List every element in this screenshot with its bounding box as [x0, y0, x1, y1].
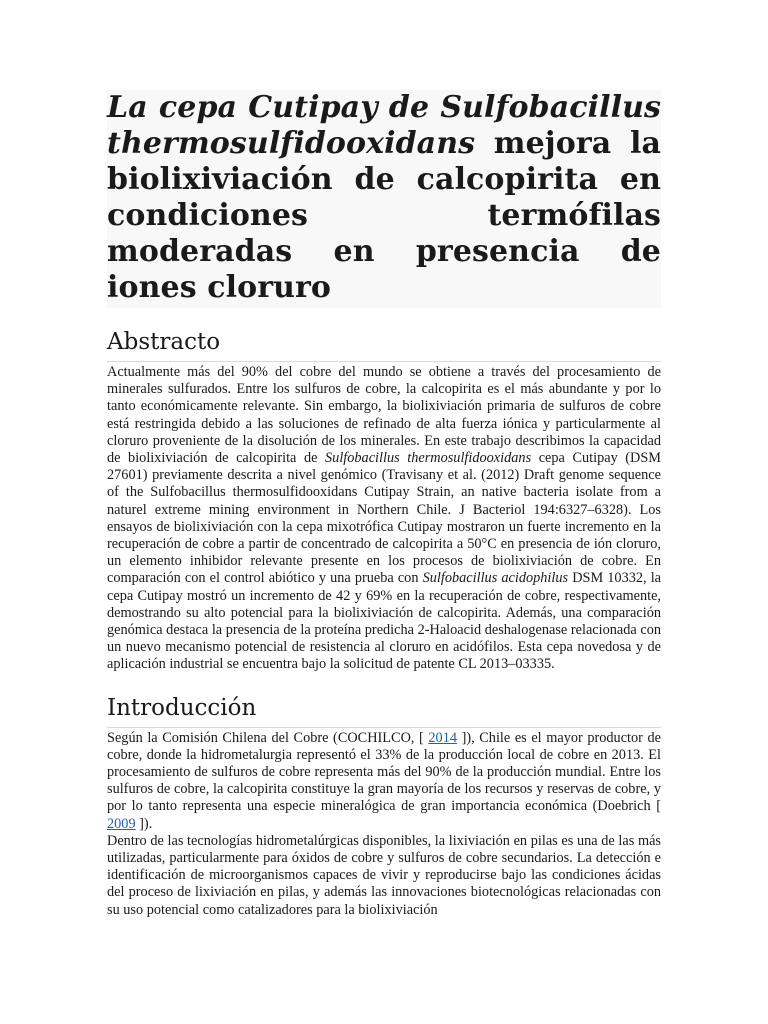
- intro-text-3: ]).: [139, 815, 153, 832]
- intro-paragraph-1: [107, 728, 661, 833]
- species-name: Sulfobacillus acidophilus: [422, 570, 569, 587]
- abstract-text-1: Actualmente más del 90% del cobre del mundo se obtiene a través del procesamiento de minerales sulfurados. Entre los sulfuros de cobre, la calcopirita es el más abundante y por lo tanto económicamente relevante. Sin embargo, la biolixiviación primaria de sulfuros de cobre está restringida debido a las soluciones de refinado de alta fuerza iónica y particularmente al cloruro proveniente de la disolución de los minerales. En este trabajo describimos la capacidad de biolixiviación de calcopirita de: [107, 364, 661, 467]
- citation-link-2014[interactable]: 2014: [428, 729, 457, 746]
- species-name: Sulfobacillus thermosulfidooxidans: [325, 450, 532, 467]
- introduction-heading: Introducción: [107, 694, 661, 728]
- title-rest: mejora la biolixiviación de calcopirita en condiciones termófilas moderadas en presencia de iones cloruro: [107, 126, 661, 305]
- abstract-paragraph: [107, 362, 661, 684]
- article: [107, 90, 661, 919]
- abstract-heading: Abstracto: [107, 328, 661, 362]
- title-italic-species: La cepa Cutipay de Sulfobacillus thermosulfidooxidans: [107, 90, 661, 161]
- intro-text-1: Según la Comisión Chilena del Cobre (COCHILCO, [: [107, 729, 424, 746]
- intro-paragraph-2: Dentro de las tecnologías hidrometalúrgicas disponibles, la lixiviación en pilas es una de las más utilizadas, particularmente para óxidos de cobre y sulfuros de cobre secundarios. La detección e identificación de microorganismos capaces de vivir y reproducirse bajo las condiciones ácidas del proceso de lixiviación en pilas, y además las innovaciones biotecnológicas relacionadas con su uso potencial como catalizadores para la biolixiviación: [107, 832, 661, 918]
- title-block: [107, 90, 661, 308]
- abstract-text-2: cepa Cutipay (DSM 27601) previamente descrita a nivel genómico (Travisany et al. (2012) Draft genome sequence of the Sulfobacillus thermosulfidooxidans Cutipay Strain, an native bacteria isolate from a naturel extreme mining environment in Northern Chile. J Bacteriol 194:6327–6328). Los ensayos de biolixiviación con la cepa mixotrófica Cutipay mostraron un fuerte incremento en la recuperación de cobre a partir de concentrado de calcopirita a 50°C en presencia de ión cloruro, un elemento inhibidor relevante presente en los procesos de biolixiviación de cobre. En comparación con el control abiótico y una prueba con: [107, 450, 662, 587]
- article-title: [107, 90, 661, 308]
- citation-link-2009[interactable]: 2009: [107, 815, 136, 832]
- intro-text-2: ]), Chile es el mayor productor de cobre, donde la hidrometalurgia representó el 33% de la producción local de cobre en 2013. El procesamiento de sulfuros de cobre representa más del 90% de la producción mundial. Entre los sulfuros de cobre, la calcopirita constituye la gran mayoría de los recursos y reservas de cobre, y por lo tanto representa una especie mineralógica de gran importancia económica (Doebrich [: [107, 729, 661, 815]
- abstract-text-3: DSM 10332, la cepa Cutipay mostró un incremento de 42 y 69% en la recuperación de cobre, respectivamente, demostrando su alto potencial para la biolixiviación de calcopirita. Además, una comparación genómica destaca la presencia de la proteína predicha 2-Haloacid deshalogenase relacionada con un nuevo mecanismo potencial de resistencia al cloruro en acidófilos. Esta cepa novedosa y de aplicación industrial se encuentra bajo la solicitud de patente CL 2013–03335.: [107, 570, 662, 673]
